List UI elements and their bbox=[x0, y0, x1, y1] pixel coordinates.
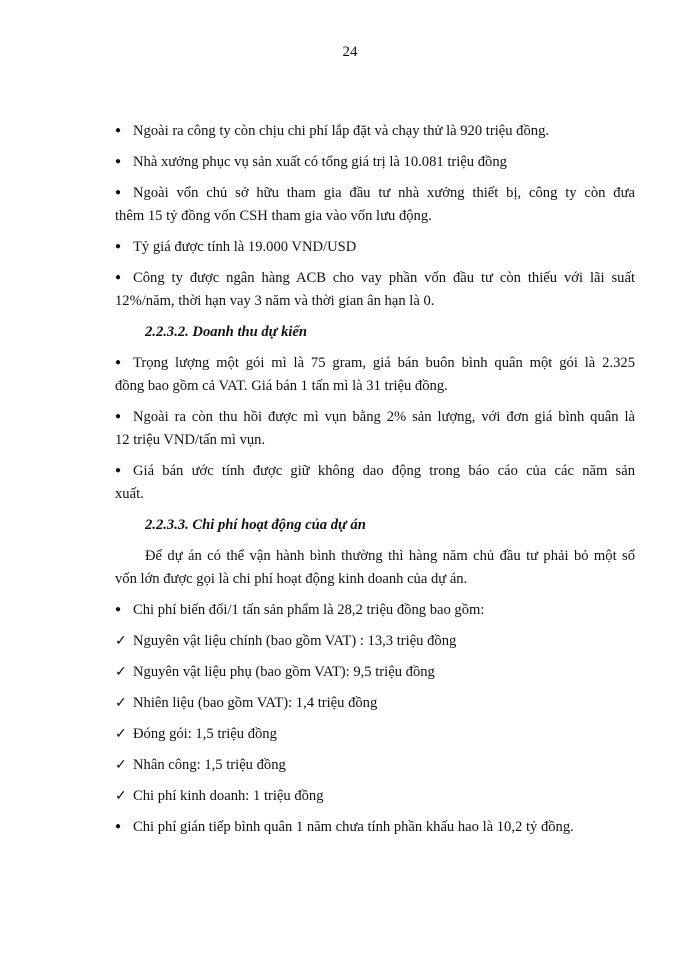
paragraph-text: Ngoài vốn chủ sở hữu tham gia đầu tư nhà xưởng thiết bị, công ty còn đưa bbox=[133, 185, 635, 201]
paragraph-continuation: 12 triệu VND/tấn mì vụn. bbox=[115, 432, 266, 448]
check-icon: ✓ bbox=[115, 665, 127, 680]
paragraph-text: Nhà xưởng phục vụ sản xuất có tổng giá trị là 10.081 triệu đồng bbox=[133, 154, 507, 170]
check-list-item bbox=[115, 693, 635, 714]
paragraph-text: Công ty được ngân hàng ACB cho vay phần vốn đầu tư còn thiếu với lãi suất bbox=[133, 270, 635, 286]
paragraph-text: Giá bán ước tính được giữ không dao động trong báo cáo của các năm sản bbox=[133, 463, 635, 479]
bullet-paragraph bbox=[115, 237, 635, 257]
paragraph-continuation: thêm 15 tỷ đồng vốn CSH tham gia vào vốn lưu động. bbox=[115, 208, 432, 224]
bullet-icon: ● bbox=[115, 125, 122, 136]
paragraph-text: Ngoài ra công ty còn chịu chi phí lắp đặt và chạy thử là 920 triệu đồng. bbox=[133, 123, 550, 139]
bullet-icon: ● bbox=[115, 411, 122, 422]
bullet-paragraph bbox=[115, 353, 635, 373]
paragraph-text: Ngoài ra còn thu hồi được mì vụn bằng 2% sản lượng, với đơn giá bình quân là bbox=[133, 409, 635, 425]
check-icon: ✓ bbox=[115, 789, 127, 804]
paragraph-text: Tỷ giá được tính là 19.000 VND/USD bbox=[133, 239, 357, 255]
section-heading: 2.2.3.3. Chi phí hoạt động của dự án bbox=[145, 517, 366, 533]
bullet-paragraph bbox=[115, 152, 635, 172]
bullet-paragraph bbox=[115, 817, 635, 837]
paragraph-text: Để dự án có thể vận hành bình thường thì hàng năm chủ đầu tư phải bỏ một số bbox=[145, 548, 635, 564]
bullet-icon: ● bbox=[115, 187, 122, 198]
bullet-icon: ● bbox=[115, 272, 122, 283]
bullet-paragraph bbox=[115, 268, 635, 288]
bullet-icon: ● bbox=[115, 821, 122, 832]
list-item-text: Đóng gói: 1,5 triệu đồng bbox=[133, 726, 277, 742]
check-icon: ✓ bbox=[115, 727, 127, 742]
list-item-text: Nhân công: 1,5 triệu đồng bbox=[133, 757, 286, 773]
list-item-text: Chi phí kinh doanh: 1 triệu đồng bbox=[133, 788, 324, 804]
bullet-paragraph bbox=[115, 121, 635, 141]
bullet-icon: ● bbox=[115, 465, 122, 476]
paragraph-continuation: đồng bao gồm cả VAT. Giá bán 1 tấn mì là 31 triệu đồng. bbox=[115, 378, 448, 394]
bullet-paragraph bbox=[115, 600, 635, 620]
paragraph-continuation: 12%/năm, thời hạn vay 3 năm và thời gian ân hạn là 0. bbox=[115, 293, 435, 309]
bullet-icon: ● bbox=[115, 241, 122, 252]
bullet-icon: ● bbox=[115, 604, 122, 615]
bullet-paragraph bbox=[115, 407, 635, 427]
paragraph-text: Chi phí gián tiếp bình quân 1 năm chưa tính phần khấu hao là 10,2 tỷ đồng. bbox=[133, 819, 574, 835]
check-list-item bbox=[115, 662, 635, 683]
check-list-item bbox=[115, 755, 635, 776]
bullet-paragraph bbox=[115, 183, 635, 203]
paragraph-continuation: xuất. bbox=[115, 486, 144, 502]
section-heading: 2.2.3.2. Doanh thu dự kiến bbox=[145, 324, 308, 340]
list-item-text: Nhiên liệu (bao gồm VAT): 1,4 triệu đồng bbox=[133, 695, 378, 711]
list-item-text: Nguyên vật liệu chính (bao gồm VAT) : 13,3 triệu đồng bbox=[133, 633, 457, 649]
paragraph-text: Trọng lượng một gói mì là 75 gram, giá bán buôn bình quân một gói là 2.325 bbox=[133, 355, 635, 371]
paragraph-continuation: vốn lớn được gọi là chi phí hoạt động kinh doanh của dự án. bbox=[115, 571, 468, 587]
bullet-icon: ● bbox=[115, 357, 122, 368]
paragraph-text: Chi phí biến đổi/1 tấn sản phẩm là 28,2 triệu đồng bao gồm: bbox=[133, 602, 485, 618]
bullet-paragraph bbox=[115, 461, 635, 481]
check-list-item bbox=[115, 724, 635, 745]
list-item-text: Nguyên vật liệu phụ (bao gồm VAT): 9,5 triệu đồng bbox=[133, 664, 435, 680]
check-list-item bbox=[115, 786, 635, 807]
check-icon: ✓ bbox=[115, 696, 127, 711]
check-list-item bbox=[115, 631, 635, 652]
check-icon: ✓ bbox=[115, 634, 127, 649]
page-number: 24 bbox=[342, 44, 358, 60]
check-icon: ✓ bbox=[115, 758, 127, 773]
bullet-icon: ● bbox=[115, 156, 122, 167]
